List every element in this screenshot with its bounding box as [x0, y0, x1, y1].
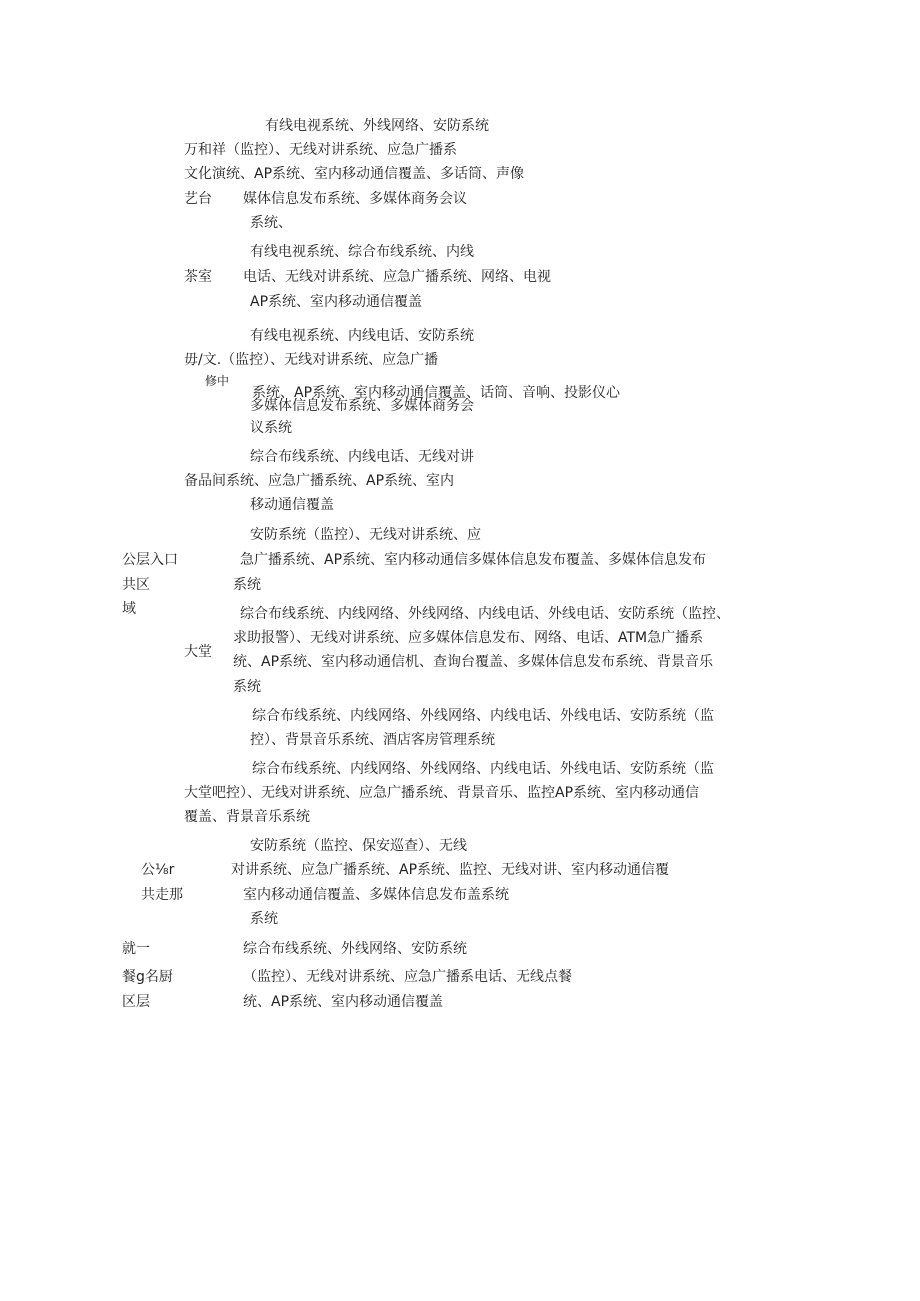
- text-line: 急广播系统、AP系统、室内移动通信多媒体信息发布覆盖、多媒体信息发布: [240, 552, 707, 568]
- row-label: 就一: [122, 941, 150, 957]
- text-line: 电话、无线对讲系统、应急广播系统、网络、电视: [243, 269, 551, 285]
- text-line: 系统: [233, 679, 261, 695]
- text-line: 毋/文.（监控）、无线对讲系统、应急广播: [184, 352, 439, 368]
- text-line: 议系统: [250, 420, 292, 436]
- row-label: 公层入口: [122, 552, 178, 568]
- text-line: 统、AP系统、室内移动通信机、查询台覆盖、多媒体信息发布系统、背景音乐: [233, 654, 714, 670]
- text-line: 综合布线系统、内线网络、外线网络、内线电话、外线电话、安防系统（监控、: [240, 606, 730, 622]
- text-line: 万和祥（监控）、无线对讲系统、应急广播系: [184, 142, 457, 158]
- text-line: 系统、: [250, 215, 292, 231]
- text-line: 多媒体信息发布系统、多媒体商务会: [250, 398, 474, 414]
- text-line: 室内移动通信覆盖、多媒体信息发布盖系统: [243, 887, 509, 903]
- row-label: 艺台: [184, 191, 212, 207]
- row-label: 餐g名厨: [122, 969, 173, 985]
- text-line: 备品间系统、应急广播系统、AP系统、室内: [184, 473, 455, 489]
- text-line: 文化演统、AP系统、室内移动通信覆盖、多话筒、声像: [184, 166, 525, 182]
- text-line: 移动通信覆盖: [250, 497, 334, 513]
- text-line: 安防系统（监控）、无线对讲系统、应: [250, 527, 481, 543]
- text-line: 有线电视系统、综合布线系统、内线: [250, 244, 474, 260]
- row-label: 共区: [122, 577, 150, 593]
- row-label: 大堂: [184, 644, 212, 660]
- row-label: 域: [122, 601, 136, 617]
- row-label: 公⅛r: [141, 862, 175, 878]
- text-line: 综合布线系统、内线网络、外线网络、内线电话、外线电话、安防系统（监: [252, 708, 714, 724]
- text-line: 综合布线系统、内线电话、无线对讲: [250, 449, 474, 465]
- text-line: 安防系统（监控、保安巡查）、无线: [250, 838, 467, 854]
- text-line: 系统: [250, 911, 278, 927]
- text-line: 控）、背景音乐系统、酒店客房管理系统: [250, 732, 495, 748]
- text-line: AP系统、室内移动通信覆盖: [250, 294, 423, 310]
- row-label: 共走那: [141, 887, 183, 903]
- text-line: 综合布线系统、内线网络、外线网络、内线电话、外线电话、安防系统（监: [252, 761, 714, 777]
- text-line: 统、AP系统、室内移动通信覆盖: [243, 994, 444, 1010]
- text-line: 大堂吧控）、无线对讲系统、应急广播系统、背景音乐、监控AP系统、室内移动通信: [184, 785, 700, 801]
- text-line: （监控）、无线对讲系统、应急广播系电话、无线点餐: [243, 969, 572, 985]
- row-label: 区层: [122, 994, 150, 1010]
- row-label: 茶室: [184, 269, 212, 285]
- text-line: 求助报警）、无线对讲系统、应多媒体信息发布、网络、电话、ATM急广播系: [233, 630, 704, 646]
- text-line: 系统: [233, 577, 261, 593]
- text-line: 媒体信息发布系统、多媒体商务会议: [243, 191, 467, 207]
- text-line: 对讲系统、应急广播系统、AP系统、监控、无线对讲、室内移动通信覆: [231, 862, 670, 878]
- text-line: 系统、AP系统、室内移动通信覆盖、话筒、音响、投影仪心: [252, 385, 621, 401]
- text-line: 有线电视系统、内线电话、安防系统: [250, 328, 474, 344]
- row-label: 修中: [205, 374, 230, 388]
- text-line: 有线电视系统、外线网络、安防系统: [265, 118, 489, 134]
- text-line: 综合布线系统、外线网络、安防系统: [243, 941, 467, 957]
- text-line: 覆盖、背景音乐系统: [184, 809, 310, 825]
